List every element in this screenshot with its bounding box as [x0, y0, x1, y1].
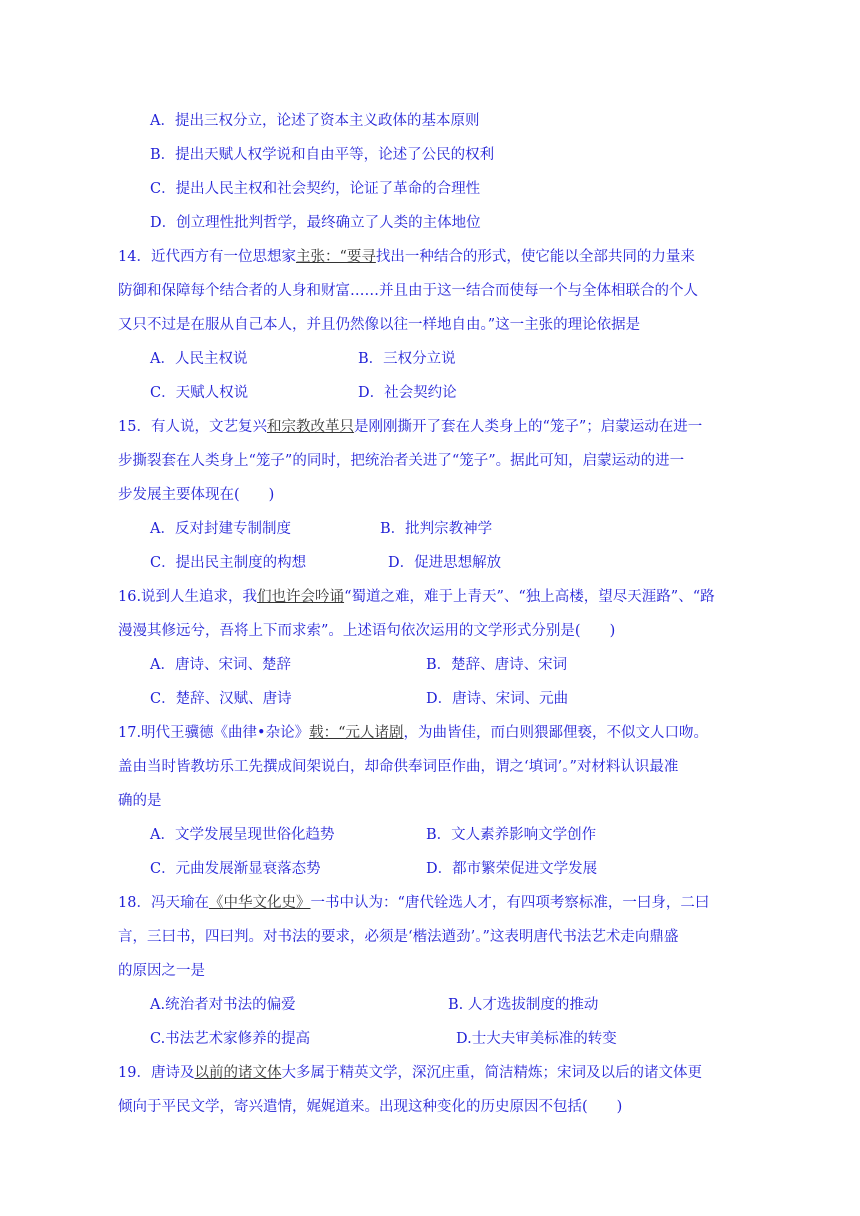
- question-18-line-1: [118, 893, 709, 913]
- question-15-text: 15．有人说，文艺复兴: [118, 419, 267, 435]
- question-17-line-3: 确的是: [118, 793, 162, 809]
- question-14-option-d: D．社会契约论: [358, 385, 457, 401]
- question-15-line-2: 步撕裂套在人类身上“笼子”的同时，把统治者关进了“笼子”。据此可知，启蒙运动的进一: [118, 453, 685, 469]
- question-18-option-d: D.士大夫审美标准的转变: [456, 1031, 617, 1047]
- question-18-option-a: A.统治者对书法的偏爱: [150, 997, 296, 1013]
- question-14-text: 找出一种结合的形式，使它能以全部共同的力量来: [375, 249, 695, 265]
- underlined-text: 《中华文化史》: [208, 895, 311, 911]
- question-15-line-3: 步发展主要体现在( ): [118, 487, 275, 503]
- question-18-line-2: 言，三曰书，四曰判。对书法的要求，必须是‘楷法遒劲’。”这表明唐代书法艺术走向鼎盛: [118, 929, 679, 945]
- underlined-text: 载：“元人诸剧: [309, 725, 404, 741]
- question-15-line-1: [118, 417, 702, 437]
- underlined-text: 以前的诸文体: [194, 1065, 282, 1081]
- question-19-line-2: 倾向于平民文学，寄兴遣情，娓娓道来。出现这种变化的历史原因不包括( ): [118, 1099, 623, 1115]
- question-14-option-c: C．天赋人权说: [150, 385, 249, 401]
- question-15-option-d: D．促进思想解放: [388, 555, 502, 571]
- question-16-text: 16.说到人生追求，我: [118, 589, 258, 605]
- underlined-text: 主张：“要寻: [295, 249, 376, 265]
- question-17-text: 17.明代王骥德《曲律•杂论》: [118, 725, 310, 741]
- question-17-line-2: 盖由当时皆教坊乐工先撰成间架说白，却命供奉词臣作曲，谓之‘填词’。”对材料认识最准: [118, 759, 679, 775]
- question-15-option-c: C．提出民主制度的构想: [150, 555, 307, 571]
- question-18-text: 一书中认为：“唐代铨选人才，有四项考察标准，一曰身，二曰: [310, 895, 710, 911]
- question-14-line-2: 防御和保障每个结合者的人身和财富……并且由于这一结合而使每一个与全体相联合的个人: [118, 283, 698, 299]
- question-16-line-2: 漫漫其修远兮，吾将上下而求索”。上述语句依次运用的文学形式分别是( ): [118, 623, 616, 639]
- question-16-option-c: C．楚辞、汉赋、唐诗: [150, 691, 292, 707]
- question-17-line-1: [118, 723, 708, 743]
- option-c: C．提出人民主权和社会契约，论证了革命的合理性: [150, 181, 481, 197]
- underlined-text: 和宗教改革只: [266, 419, 354, 435]
- question-16-option-a: A．唐诗、宋词、楚辞: [150, 657, 291, 673]
- question-15-option-a: A．反对封建专制制度: [150, 521, 291, 537]
- question-14-text: 14．近代西方有一位思想家: [118, 249, 296, 265]
- question-14-line-3: 又只不过是在服从自己本人，并且仍然像以往一样地自由。”这一主张的理论依据是: [118, 317, 641, 333]
- question-17-option-a: A．文学发展呈现世俗化趋势: [150, 827, 335, 843]
- question-19-line-1: [118, 1063, 702, 1083]
- question-17-option-c: C．元曲发展渐显衰落态势: [150, 861, 321, 877]
- question-14-option-a: A．人民主权说: [150, 351, 248, 367]
- underlined-text: 们也许会吟诵: [257, 589, 345, 605]
- question-16-option-d: D．唐诗、宋词、元曲: [426, 691, 569, 707]
- question-19-text: 19．唐诗及: [118, 1065, 195, 1081]
- question-15-option-b: B．批判宗教神学: [380, 521, 493, 537]
- question-16-option-b: B．楚辞、唐诗、宋词: [426, 657, 568, 673]
- question-18-line-3: 的原因之一是: [118, 963, 205, 979]
- question-17-option-d: D．都市繁荣促进文学发展: [426, 861, 598, 877]
- question-19-text: 大多属于精英文学，深沉庄重，简洁精炼；宋词及以后的诸文体更: [281, 1065, 702, 1081]
- question-14-line-1: [118, 247, 695, 267]
- question-14-option-b: B．三权分立说: [358, 351, 456, 367]
- question-16-line-1: [118, 587, 715, 607]
- question-18-text: 18．冯天瑜在: [118, 895, 209, 911]
- question-17-text: ，为曲皆佳，而白则猥鄙俚亵，不似文人口吻。: [403, 725, 709, 741]
- question-16-text: “蜀道之难，难于上青天”、“独上高楼，望尽天涯路”、“路: [344, 589, 715, 605]
- option-a: A．提出三权分立，论述了资本主义政体的基本原则: [150, 113, 480, 129]
- option-d: D．创立理性批判哲学，最终确立了人类的主体地位: [150, 215, 481, 231]
- question-15-text: 是刚刚撕开了套在人类身上的“笼子”；启蒙运动在进一: [353, 419, 703, 435]
- option-b: B．提出天赋人权学说和自由平等，论述了公民的权利: [150, 147, 495, 163]
- question-18-option-c: C.书法艺术家修养的提高: [150, 1031, 311, 1047]
- question-17-option-b: B．文人素养影响文学创作: [426, 827, 597, 843]
- question-18-option-b: B. 人才选拔制度的推动: [448, 997, 599, 1013]
